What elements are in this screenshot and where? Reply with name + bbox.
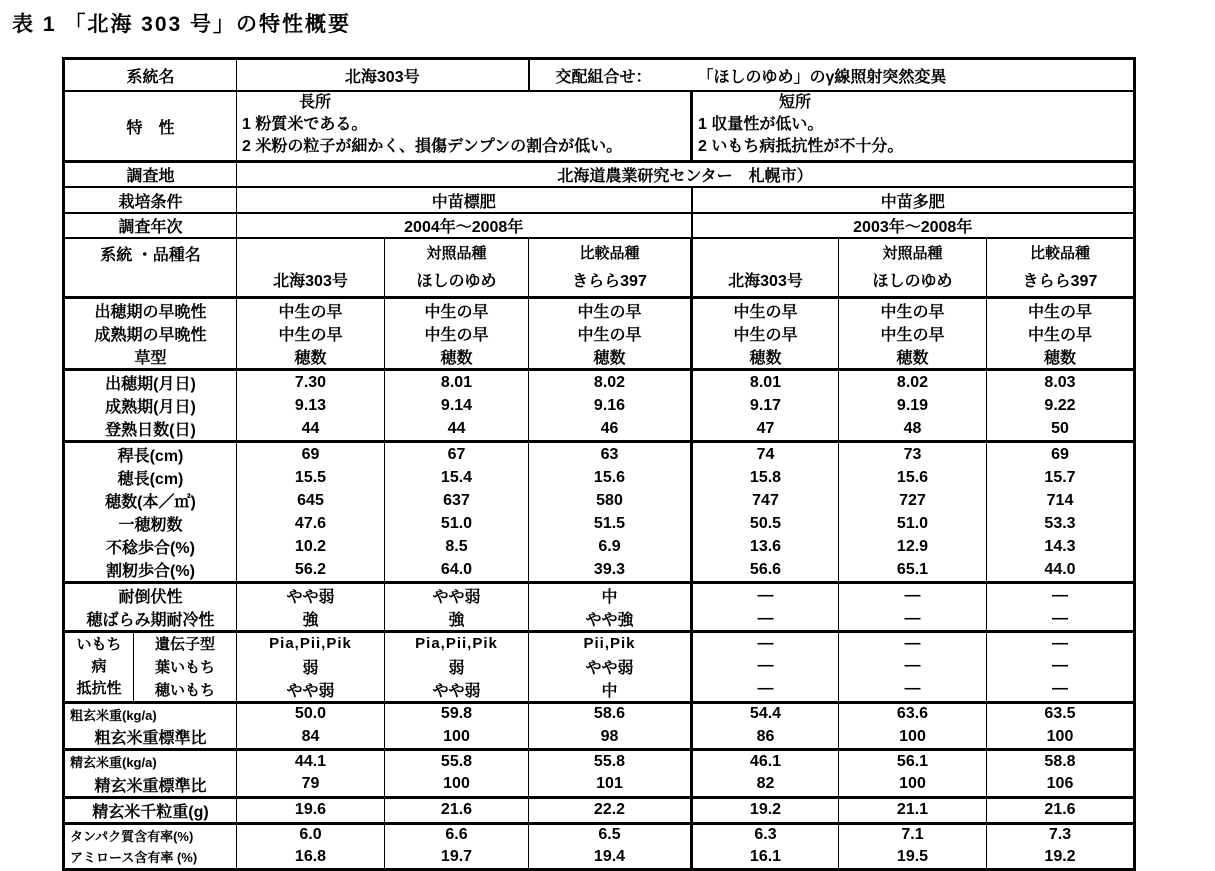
data-cell: ― (839, 607, 987, 632)
row-years (64, 213, 1135, 238)
table-row (64, 655, 1135, 678)
data-cell: 44.0 (987, 558, 1135, 583)
table-row (64, 702, 1135, 725)
row-label: 一穂籾数 (118, 517, 183, 534)
row-traits (64, 91, 1135, 162)
table-row (64, 583, 1135, 608)
data-cell: 48 (839, 417, 987, 442)
data-cell: 106 (987, 773, 1135, 798)
data-cell: 51.0 (839, 512, 987, 535)
data-cell: 19.4 (529, 846, 692, 869)
data-cell: 弱 (385, 655, 529, 678)
row-conditions (64, 187, 1135, 213)
data-cell: ― (987, 655, 1135, 678)
data-cell: 13.6 (692, 535, 839, 558)
data-cell: 8.01 (385, 370, 529, 395)
weakness-item: 1 収量性が低い。 (698, 116, 824, 133)
row-site (64, 162, 1135, 188)
cross-cell (529, 59, 1135, 92)
cross-value: 「ほしのゆめ」のγ線照射突然変異 (697, 68, 947, 86)
variety-col-4 (839, 238, 987, 298)
row-label: 割籾歩合(%) (106, 563, 195, 580)
data-cell: 21.1 (839, 797, 987, 823)
row-label: 穂長(cm) (117, 471, 184, 488)
weaknesses-title: 短所 (779, 94, 812, 111)
data-cell: 強 (385, 607, 529, 632)
data-cell: 19.7 (385, 846, 529, 869)
data-cell: 56.1 (839, 750, 987, 773)
variety-name: ほしのゆめ (872, 272, 953, 290)
row-label: 穂ばらみ期耐冷性 (86, 612, 215, 629)
data-cell: 47 (692, 417, 839, 442)
data-cell: 74 (692, 442, 839, 467)
data-cell: 727 (839, 489, 987, 512)
traits-label: 特 性 (64, 91, 237, 162)
data-cell: 747 (692, 489, 839, 512)
data-cell: 46 (529, 417, 692, 442)
variety-col-5 (987, 238, 1135, 298)
data-cell: 中生の早 (385, 322, 529, 345)
data-cell: 100 (839, 725, 987, 750)
data-cell: ― (839, 583, 987, 608)
row-label: 成熟期の早晩性 (94, 327, 207, 344)
data-cell: やや弱 (385, 678, 529, 703)
row-label: 粗玄米重標準比 (94, 730, 207, 747)
weakness-item: 2 いもち病抵抗性が不十分。 (698, 138, 904, 155)
variety-role: 対照品種 (882, 244, 943, 262)
data-cell: 8.02 (529, 370, 692, 395)
data-cell: 16.8 (237, 846, 385, 869)
data-cell: ― (839, 632, 987, 655)
data-cell: 63.5 (987, 702, 1135, 725)
table-row (64, 535, 1135, 558)
data-cell: 中生の早 (692, 298, 839, 323)
row-label: 出穂期の早晩性 (64, 298, 237, 323)
data-cell: やや強 (529, 607, 692, 632)
data-cell: ― (987, 583, 1135, 608)
table-row (64, 773, 1135, 798)
site-value: 北海道農業研究センター 札幌市） (237, 162, 1135, 188)
table-row (64, 345, 1135, 370)
data-cell: 580 (529, 489, 692, 512)
row-label: アミロース含有率 (%) (70, 850, 198, 866)
strength-item: 1 粉質米である。 (242, 116, 368, 133)
data-cell: ― (692, 583, 839, 608)
strengths-cell (237, 91, 692, 162)
variety-role: 対照品種 (426, 244, 487, 262)
table-row (64, 417, 1135, 442)
data-cell: 16.1 (692, 846, 839, 869)
condition-left: 中苗標肥 (237, 187, 692, 213)
data-cell: 100 (385, 773, 529, 798)
data-cell: ― (987, 607, 1135, 632)
data-cell: 9.16 (529, 394, 692, 417)
data-cell: 穂数 (237, 345, 385, 370)
data-cell: 15.8 (692, 466, 839, 489)
characteristics-table (62, 57, 1136, 871)
data-cell: 69 (987, 442, 1135, 467)
table-row (64, 298, 1135, 323)
data-cell: ― (839, 655, 987, 678)
data-cell: ― (692, 607, 839, 632)
page-title: 表 1 「北海 303 号」の特性概要 (12, 13, 352, 36)
data-cell: 9.19 (839, 394, 987, 417)
data-cell: 7.3 (987, 823, 1135, 846)
data-cell: 中生の早 (529, 298, 692, 323)
data-cell: 7.30 (237, 370, 385, 395)
data-cell: 7.1 (839, 823, 987, 846)
data-cell: 58.6 (529, 702, 692, 725)
data-cell: 15.7 (987, 466, 1135, 489)
data-cell: 53.3 (987, 512, 1135, 535)
years-right: 2003年～2008年 (692, 213, 1135, 238)
data-cell: 15.6 (529, 466, 692, 489)
data-cell: やや弱 (237, 583, 385, 608)
table-row (64, 442, 1135, 467)
variety-label: 系統 ・品種名 (64, 238, 237, 298)
row-line-name (64, 59, 1135, 92)
data-cell: 穂数 (692, 345, 839, 370)
row-label: 遺伝子型 (134, 632, 237, 655)
row-group-label: いもち 病 抵抗性 (64, 632, 134, 703)
table-row (64, 797, 1135, 823)
data-cell: 100 (987, 725, 1135, 750)
data-cell: 中生の早 (237, 322, 385, 345)
data-cell: 12.9 (839, 535, 987, 558)
variety-role: 比較品種 (1029, 244, 1090, 262)
data-cell: 中生の早 (385, 298, 529, 323)
site-label: 調査地 (64, 162, 237, 188)
data-cell: Pia,Pii,Pik (237, 632, 385, 655)
years-left: 2004年～2008年 (237, 213, 692, 238)
row-label: 成熟期(月日) (105, 399, 196, 416)
data-cell: 101 (529, 773, 692, 798)
data-cell: 6.6 (385, 823, 529, 846)
data-cell: 中生の早 (237, 298, 385, 323)
line-name-label: 系統名 (64, 59, 237, 92)
data-cell: 19.2 (987, 846, 1135, 869)
data-cell: 51.5 (529, 512, 692, 535)
data-cell: 穂数 (529, 345, 692, 370)
data-cell: 中生の早 (529, 322, 692, 345)
data-cell: 15.4 (385, 466, 529, 489)
data-cell: 6.9 (529, 535, 692, 558)
data-cell: 100 (385, 725, 529, 750)
data-cell: 55.8 (385, 750, 529, 773)
data-cell: 中生の早 (987, 322, 1135, 345)
data-cell: 15.5 (237, 466, 385, 489)
row-label: 耐倒伏性 (64, 583, 237, 608)
row-label: タンパク質含有率(%) (64, 823, 237, 846)
table-row (64, 678, 1135, 703)
data-cell: Pia,Pii,Pik (385, 632, 529, 655)
data-cell: 47.6 (237, 512, 385, 535)
data-cell: 59.8 (385, 702, 529, 725)
data-cell: 56.2 (237, 558, 385, 583)
data-cell: 6.3 (692, 823, 839, 846)
row-label: 精玄米重標準比 (94, 777, 207, 795)
data-cell: 51.0 (385, 512, 529, 535)
data-cell: ― (987, 678, 1135, 703)
table-row (64, 632, 1135, 655)
line-name-value: 北海303号 (237, 59, 529, 92)
data-cell: 44 (237, 417, 385, 442)
data-cell: 100 (839, 773, 987, 798)
row-label: 葉いもち (134, 655, 237, 678)
table-row (64, 725, 1135, 750)
body-rows (64, 298, 1135, 870)
data-cell: 8.03 (987, 370, 1135, 395)
data-cell: 44.1 (237, 750, 385, 773)
data-cell: 19.6 (237, 797, 385, 823)
data-cell: Pii,Pik (529, 632, 692, 655)
variety-name: 北海303号 (273, 272, 348, 290)
cross-label: 交配組合せ： (555, 68, 652, 86)
row-label: 登熟日数(日) (105, 422, 196, 439)
row-label: 精玄米千粒重(g) (64, 797, 237, 823)
data-cell: 弱 (237, 655, 385, 678)
row-label: 穂数(本／㎡) (105, 494, 196, 511)
data-cell: 9.22 (987, 394, 1135, 417)
data-cell: 56.6 (692, 558, 839, 583)
table-row (64, 558, 1135, 583)
condition-label: 栽培条件 (64, 187, 237, 213)
weaknesses-cell (692, 91, 1135, 162)
data-cell: 46.1 (692, 750, 839, 773)
row-label: 不稔歩合(%) (106, 540, 195, 557)
strengths-title: 長所 (299, 94, 332, 111)
data-cell: 穂数 (385, 345, 529, 370)
data-cell: 79 (237, 773, 385, 798)
data-cell: 中生の早 (839, 322, 987, 345)
data-cell: 50 (987, 417, 1135, 442)
data-cell: ― (692, 632, 839, 655)
data-cell: ― (692, 655, 839, 678)
table-row (64, 394, 1135, 417)
table-row (64, 322, 1135, 345)
data-cell: 39.3 (529, 558, 692, 583)
data-cell: 637 (385, 489, 529, 512)
variety-role (693, 239, 838, 265)
data-cell: 82 (692, 773, 839, 798)
table-row (64, 823, 1135, 846)
years-label: 調査年次 (64, 213, 237, 238)
condition-right: 中苗多肥 (692, 187, 1135, 213)
data-cell: 21.6 (987, 797, 1135, 823)
variety-name: きらら397 (572, 272, 647, 290)
data-cell: 63 (529, 442, 692, 467)
data-cell: 50.5 (692, 512, 839, 535)
data-cell: ― (839, 678, 987, 703)
data-cell: 645 (237, 489, 385, 512)
data-cell: 中 (529, 678, 692, 703)
row-label: 草型 (134, 350, 167, 367)
table-row (64, 512, 1135, 535)
data-cell: 67 (385, 442, 529, 467)
data-cell: 8.5 (385, 535, 529, 558)
data-cell: やや弱 (529, 655, 692, 678)
data-cell: 19.5 (839, 846, 987, 869)
data-cell: 714 (987, 489, 1135, 512)
data-cell: 50.0 (237, 702, 385, 725)
data-cell: 9.14 (385, 394, 529, 417)
data-cell: 69 (237, 442, 385, 467)
data-cell: 9.17 (692, 394, 839, 417)
data-cell: 64.0 (385, 558, 529, 583)
data-cell: 22.2 (529, 797, 692, 823)
row-label: 粗玄米重(kg/a) (64, 702, 237, 725)
data-cell: 10.2 (237, 535, 385, 558)
variety-name: 北海303号 (728, 272, 803, 290)
table-row (64, 607, 1135, 632)
data-cell: 6.5 (529, 823, 692, 846)
data-cell: やや弱 (385, 583, 529, 608)
table-row (64, 466, 1135, 489)
row-label: 精玄米重(kg/a) (64, 750, 237, 773)
data-cell: 19.2 (692, 797, 839, 823)
data-cell: 65.1 (839, 558, 987, 583)
variety-role: 比較品種 (579, 244, 640, 262)
data-cell: 強 (237, 607, 385, 632)
data-cell: 21.6 (385, 797, 529, 823)
data-cell: 54.4 (692, 702, 839, 725)
data-cell: 84 (237, 725, 385, 750)
data-cell: 14.3 (987, 535, 1135, 558)
data-cell: やや弱 (237, 678, 385, 703)
variety-name: きらら397 (1022, 272, 1098, 290)
variety-role (237, 239, 384, 265)
variety-col-2 (529, 238, 692, 298)
data-cell: 9.13 (237, 394, 385, 417)
table-row (64, 846, 1135, 869)
data-cell: ― (692, 678, 839, 703)
data-cell: 58.8 (987, 750, 1135, 773)
variety-col-3 (692, 238, 839, 298)
data-cell: 86 (692, 725, 839, 750)
data-cell: ― (987, 632, 1135, 655)
data-cell: 98 (529, 725, 692, 750)
data-cell: 55.8 (529, 750, 692, 773)
data-cell: 穂数 (839, 345, 987, 370)
data-cell: 中生の早 (692, 322, 839, 345)
data-cell: 中生の早 (839, 298, 987, 323)
data-cell: 8.01 (692, 370, 839, 395)
row-label: 穂いもち (134, 678, 237, 703)
row-label: 出穂期(月日) (64, 370, 237, 395)
data-cell: 44 (385, 417, 529, 442)
variety-col-0 (237, 238, 385, 298)
data-cell: 穂数 (987, 345, 1135, 370)
data-cell: 6.0 (237, 823, 385, 846)
data-cell: 63.6 (839, 702, 987, 725)
data-cell: 8.02 (839, 370, 987, 395)
table-row (64, 750, 1135, 773)
table-row (64, 370, 1135, 395)
data-cell: 中生の早 (987, 298, 1135, 323)
data-cell: 73 (839, 442, 987, 467)
variety-col-1 (385, 238, 529, 298)
table-row (64, 489, 1135, 512)
row-label: 稈長(cm) (64, 442, 237, 467)
strength-item: 2 米粉の粒子が細かく、損傷デンプンの割合が低い。 (242, 138, 623, 155)
data-cell: 中 (529, 583, 692, 608)
row-variety-header (64, 238, 1135, 298)
data-cell: 15.6 (839, 466, 987, 489)
variety-name: ほしのゆめ (416, 272, 497, 290)
